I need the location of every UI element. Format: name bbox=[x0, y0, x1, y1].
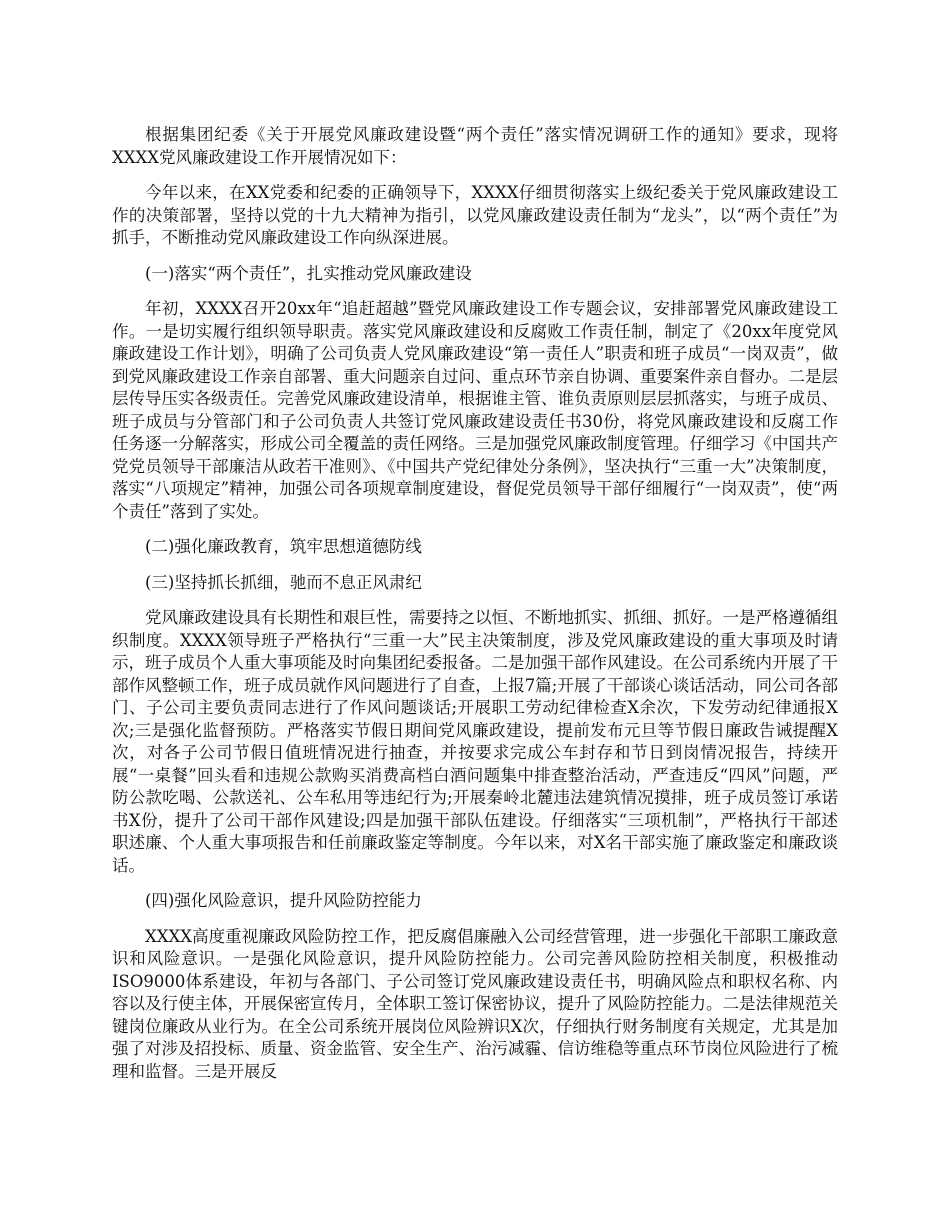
paragraph-section-4: XXXX高度重视廉政风险防控工作，把反腐倡廉融入公司经营管理，进一步强化干部职工廉政意识和风险意识。一是强化风险意识，提升风险防控能力。公司完善风险防控相关制度，积极推动ISO9000体系建设，年初与各部门、子公司签订党风廉政建设责任书，明确风险点和职权名称、内容以及行使主体，开展保密宣传月，全体职工签订保密协议，提升了风险防控能力。二是法律规范关键岗位廉政从业行为。在全公司系统开展岗位风险辨识X次，仔细执行财务制度有关规定，尤其是加强了对涉及招投标、质量、资金监管、安全生产、治污减霾、信访维稳等重点环节岗位风险进行了梳理和监督。三是开展反 bbox=[112, 926, 838, 1081]
section-heading-4: (四)强化风险意识，提升风险防控能力 bbox=[145, 891, 422, 910]
paragraph-section-1: 年初，XXXX召开20xx年“追赶超越”暨党风廉政建设工作专题会议，安排部署党风廉政建设工作。一是切实履行组织领导职责。落实党风廉政建设和反腐败工作责任制，制定了《20xx年度党风廉政建设工作计划》，明确了公司负责人党风廉政建设“第一责任人”职责和班子成员“一岗双责”，做到党风廉政建设工作亲自部署、重大问题亲自过问、重点环节亲自协调、重要案件亲自督办。二是层层传导压实各级责任。完善党风廉政建设清单，根据谁主管、谁负责原则层层抓落实，与班子成员、班子成员与分管部门和子公司负责人共签订党风廉政建设责任书30份，将党风廉政建设和反腐工作任务逐一分解落实，形成公司全覆盖的责任网络。三是加强党风廉政制度管理。仔细学习《中国共产党党员领导干部廉洁从政若干准则》、《中国共产党纪律处分条例》，坚决执行“三重一大”决策制度，落实“八项规定”精神，加强公司各项规章制度建设，督促党员领导干部仔细履行“一岗双责”，使“两个责任”落到了实处。 bbox=[112, 299, 838, 521]
paragraph-overview: 今年以来，在XX党委和纪委的正确领导下，XXXX仔细贯彻落实上级纪委关于党风廉政建设工作的决策部署，坚持以党的十九大精神为指引，以党风廉政建设责任制为“龙头”，以“两个责任”为抓手，不断推动党风廉政建设工作向纵深进展。 bbox=[112, 183, 838, 247]
section-heading-2: (二)强化廉政教育，筑牢思想道德防线 bbox=[145, 537, 422, 556]
document-body bbox=[112, 124, 838, 1096]
paragraph-section-3: 党风廉政建设具有长期性和艰巨性，需要持之以恒、不断地抓实、抓细、抓好。一是严格遵循组织制度。XXXX领导班子严格执行“三重一大”民主决策制度，涉及党风廉政建设的重大事项及时请示，班子成员个人重大事项能及时向集团纪委报备。二是加强干部作风建设。在公司系统内开展了干部作风整顿工作，班子成员就作风问题进行了自查，上报7篇;开展了干部谈心谈话活动，同公司各部门、子公司主要负责同志进行了作风问题谈话;开展职工劳动纪律检查X余次，下发劳动纪律通报X次;三是强化监督预防。严格落实节假日期间党风廉政建设，提前发布元旦等节假日廉政告诫提醒X次，对各子公司节假日值班情况进行抽查，并按要求完成公车封存和节日到岗情况报告，持续开展“一桌餐”回头看和违规公款购买消费高档白酒问题集中排查整治活动，严查违反“四风”问题，严防公款吃喝、公款送礼、公车私用等违纪行为;开展秦岭北麓违法建筑情况摸排，班子成员签订承诺书X份，提升了公司干部作风建设;四是加强干部队伍建设。仔细落实“三项机制”，严格执行干部述职述廉、个人重大事项报告和任前廉政鉴定等制度。今年以来，对X名干部实施了廉政鉴定和廉政谈话。 bbox=[112, 608, 838, 875]
paragraph-intro: 根据集团纪委《关于开展党风廉政建设暨“两个责任”落实情况调研工作的通知》要求，现将XXXX党风廉政建设工作开展情况如下： bbox=[112, 125, 838, 167]
section-heading-3: (三)坚持抓长抓细，驰而不息正风肃纪 bbox=[145, 572, 422, 592]
section-heading-1: (一)落实“两个责任”，扎实推动党风廉政建设 bbox=[145, 263, 472, 283]
